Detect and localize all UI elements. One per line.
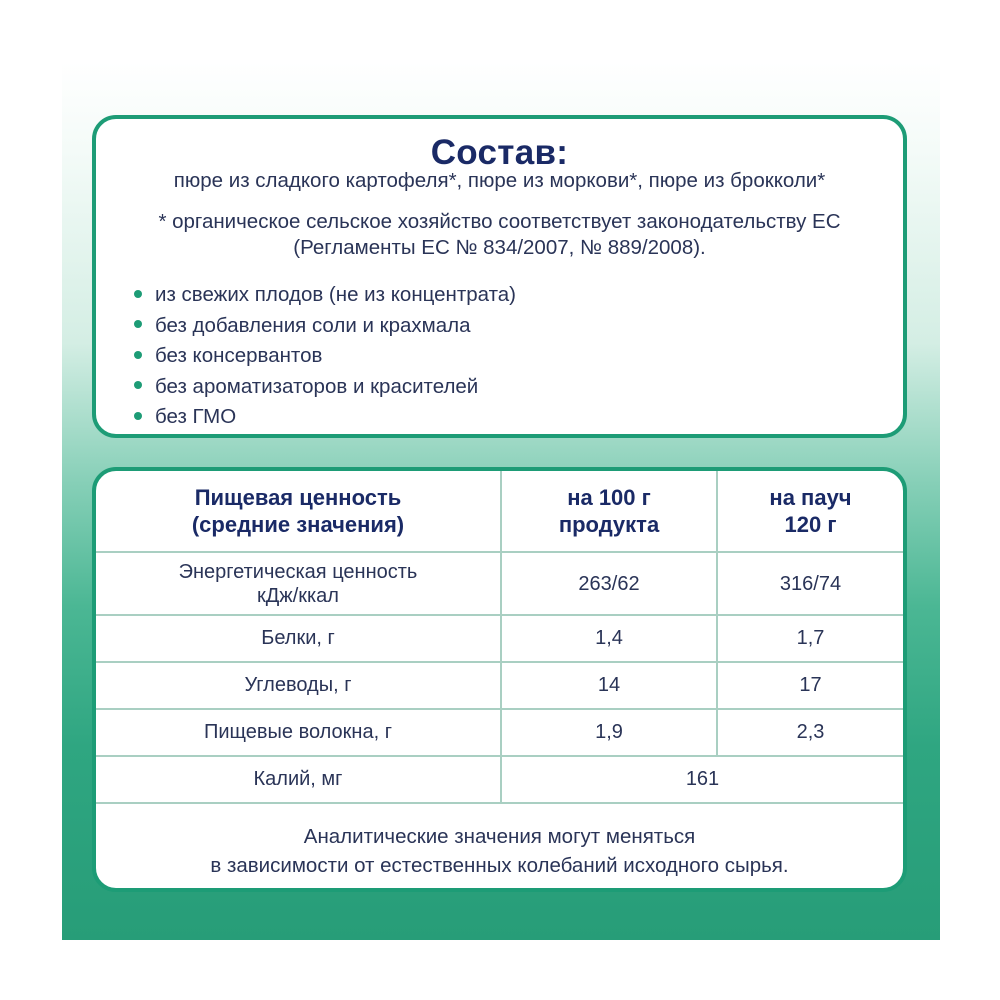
ingredients-text: пюре из сладкого картофеля*, пюре из моркови*, пюре из брокколи* <box>173 169 826 192</box>
feature-item <box>134 372 516 403</box>
bullet-icon <box>134 381 142 389</box>
feature-item <box>134 341 516 372</box>
header-nutritional-value: Пищевая ценность (средние значения) <box>96 471 501 552</box>
table-row <box>96 709 903 756</box>
bullet-icon <box>134 412 142 420</box>
organic-note-line2: (Регламенты ЕС № 834/2007, № 889/2008). <box>293 236 706 259</box>
feature-item <box>134 280 516 311</box>
energy-label: Энергетическая ценность кДж/ккал <box>96 552 501 615</box>
table-row <box>96 662 903 709</box>
nutrient-per-pouch: 2,3 <box>717 709 903 756</box>
energy-per-pouch: 316/74 <box>717 552 903 615</box>
analytical-note: Аналитические значения могут меняться в зависимости от естественных колебаний исходного сырья. <box>96 803 903 892</box>
nutrient-per-pouch: 17 <box>717 662 903 709</box>
nutrient-label: Белки, г <box>96 615 501 662</box>
potassium-label: Калий, мг <box>96 756 501 803</box>
energy-per-100g: 263/62 <box>501 552 717 615</box>
table-row <box>96 615 903 662</box>
bullet-icon <box>134 320 142 328</box>
feature-text: без консервантов <box>155 344 323 367</box>
feature-item <box>134 402 516 433</box>
nutrient-per-100g: 1,4 <box>501 615 717 662</box>
nutrient-label: Пищевые волокна, г <box>96 709 501 756</box>
feature-item <box>134 311 516 342</box>
potassium-value: 161 <box>501 756 903 803</box>
bullet-icon <box>134 290 142 298</box>
composition-card <box>92 115 907 438</box>
features-list <box>134 280 516 433</box>
nutrient-per-pouch: 1,7 <box>717 615 903 662</box>
feature-text: без ароматизаторов и красителей <box>155 374 479 398</box>
header-per-100g: на 100 г продукта <box>501 471 717 552</box>
table-row-potassium <box>96 756 903 803</box>
nutrient-label: Углеводы, г <box>96 662 501 709</box>
header-per-pouch: на пауч 120 г <box>717 471 903 552</box>
nutrition-card <box>92 467 907 892</box>
table-header-row <box>96 471 903 552</box>
organic-note <box>96 209 903 261</box>
nutrition-table <box>96 471 903 892</box>
feature-text: из свежих плодов (не из концентрата) <box>155 283 517 306</box>
table-footer-row <box>96 803 903 892</box>
nutrient-per-100g: 14 <box>501 662 717 709</box>
bullet-icon <box>134 351 142 359</box>
feature-text: без ГМО <box>155 405 237 428</box>
table-row-energy <box>96 552 903 615</box>
nutrient-per-100g: 1,9 <box>501 709 717 756</box>
composition-title: Состав: <box>430 133 569 172</box>
organic-note-line1: * органическое сельское хозяйство соответствует законодательству ЕС <box>158 210 841 233</box>
feature-text: без добавления соли и крахмала <box>155 313 471 337</box>
